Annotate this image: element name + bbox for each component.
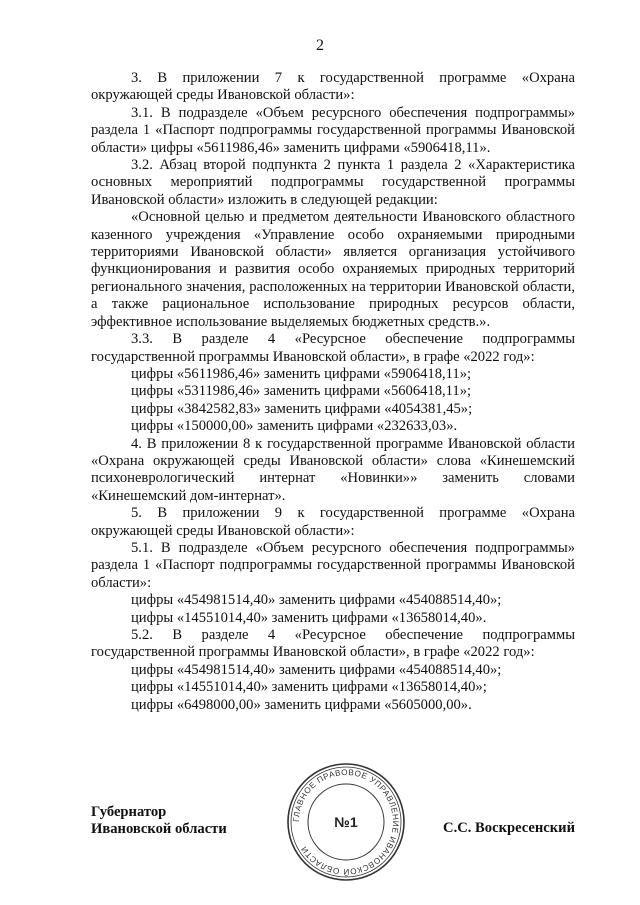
signatory-title-line2: Ивановской области — [91, 821, 227, 838]
list-item: цифры «3842582,83» заменить цифрами «4054381,45»; — [131, 400, 473, 417]
seal-number: №1 — [334, 814, 358, 830]
list-item: цифры «454981514,40» заменить цифрами «454088514,40»; — [131, 661, 502, 678]
list-item: цифры «14551014,40» заменить цифрами «13658014,40». — [131, 609, 487, 626]
list-item: цифры «14551014,40» заменить цифрами «13658014,40»; — [131, 679, 487, 696]
paragraph-3-2: 3.2. Абзац второй подпункта 2 пункта 1 раздела 2 «Характеристика основных мероприятий подпрограммы государственной программы Ивановской области» изложить в следующей редакции: — [91, 157, 575, 208]
signatory-title — [91, 804, 227, 839]
list-item: цифры «6498000,00» заменить цифрами «5605000,00». — [131, 696, 472, 713]
paragraph-3-3: 3.3. В разделе 4 «Ресурсное обеспечение подпрограммы государственной программы Ивановской области», в графе «2022 год»: — [91, 331, 575, 365]
list-item: цифры «5611986,46» заменить цифрами «5906418,11»; — [131, 365, 472, 382]
list-item: цифры «5311986,46» заменить цифрами «5606418,11»; — [131, 383, 472, 400]
document-body — [91, 70, 575, 714]
paragraph-4: 4. В приложении 8 к государственной программе Ивановской области «Охрана окружающей среды Ивановской области» слова «Кинешемский психоневрологический интернат «Новинки»» заменить словами «Кинешемский дом-интернат». — [91, 435, 575, 504]
paragraph-quote: «Основной целью и предметом деятельности Ивановского областного казенного учреждения «Управление особо охраняемыми природными территориями Ивановской области» является организация устойчивого функционирования и развития особо охраняемых природных территорий регионального значения, расположенных на территории Ивановской области, а также рациональное использование природных ресурсов области, эффективное использование выделяемых бюджетных средств.». — [91, 209, 575, 330]
signatory-title-line1: Губернатор — [91, 804, 167, 820]
official-seal — [284, 760, 408, 884]
signatory-name: С.С. Воскресенский — [443, 820, 575, 836]
paragraph-5: 5. В приложении 9 к государственной программе «Охрана окружающей среды Ивановской области»: — [91, 505, 575, 539]
seal-outer-text: ГЛАВНОЕ ПРАВОВОЕ УПРАВЛЕНИЕ ИВАНОВСКОЙ ОБЛАСТИ — [291, 767, 401, 877]
paragraph-3: 3. В приложении 7 к государственной программе «Охрана окружающей среды Ивановской области»: — [91, 70, 575, 104]
list-item: цифры «150000,00» заменить цифрами «232633,03». — [131, 418, 458, 435]
list-item: цифры «454981514,40» заменить цифрами «454088514,40»; — [131, 592, 502, 609]
paragraph-5-1: 5.1. В подразделе «Объем ресурсного обеспечения подпрограммы» раздела 1 «Паспорт подпрограммы государственной программы Ивановской области»: — [91, 539, 575, 591]
paragraph-5-2: 5.2. В разделе 4 «Ресурсное обеспечение подпрограммы государственной программы Ивановской области», в графе «2022 год»: — [91, 627, 575, 661]
page-number: 2 — [316, 37, 324, 54]
paragraph-3-1: 3.1. В подразделе «Объем ресурсного обеспечения подпрограммы» раздела 1 «Паспорт подпрограммы государственной программы Ивановской области» цифры «5611986,46» заменить цифрами «5906418,11». — [91, 104, 575, 156]
